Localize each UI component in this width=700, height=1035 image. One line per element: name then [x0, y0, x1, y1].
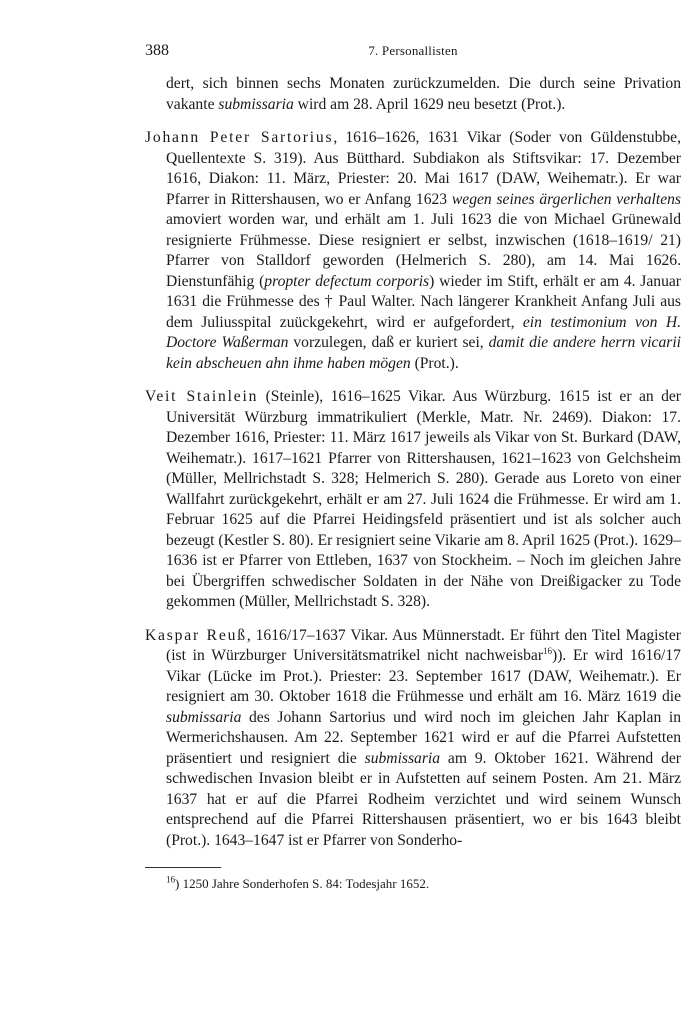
- text-run: , 1616–1626, 1631 Vikar (Soder von Güldenstubbe, Quellentexte S. 319). Aus Bütthard. Subdiakon als Stiftsvikar: 17. Dezember 1616, Diakon: 11. März, Priester: 20. Mai 1617 (DAW, Weihematr.). Er war Pfarrer in Rittershausen, wo er Anfang 1623: [166, 129, 681, 208]
- italic-quote: wegen seines ärgerlichen verhaltens: [451, 190, 681, 208]
- entry-reuss: [145, 626, 681, 852]
- text-run: ) wieder im Stift, erhält er am 4. Januar 1631 die Frühmesse des † Paul Walter. Nach längerer Krankheit Anfang Juli aus dem Juliusspital zuückgekehrt, wird er aufgefordert,: [166, 272, 681, 331]
- text-run: , 1616/17–1637 Vikar. Aus Münnerstadt. Er führt den Titel Magister (ist in Würzburger Universitätsmatrikel nicht nachweisbar: [166, 626, 682, 664]
- text-run: )). Er wird 1616/17 Vikar (Lücke im Prot.). Priester: 23. September 1617 (DAW, Weihematr.). Er resigniert am 30. Oktober 1618 die Frühmesse und erhält am 16. März 1619 die: [166, 647, 681, 705]
- italic-quote: damit die andere herrn vicarii kein abscheuen ahn ihme haben mögen: [166, 334, 681, 372]
- italic-term: submissaria: [218, 95, 294, 113]
- italic-quote: ein testimonium von H. Doctore Waßerman: [166, 313, 682, 351]
- person-name: Veit Stainlein: [145, 388, 259, 405]
- italic-term: submissaria: [364, 749, 441, 767]
- footnote: [166, 875, 681, 892]
- footnote-mark: 16: [166, 874, 175, 885]
- entry-sartorius: [145, 128, 681, 374]
- continued-paragraph: [145, 74, 681, 115]
- person-name: Johann Peter Sartorius: [145, 129, 334, 146]
- italic-term: submissaria: [166, 708, 242, 726]
- running-title: 7. Personallisten: [368, 43, 458, 58]
- text-run: (Steinle), 1616–1625 Vikar. Aus Würzburg. 1615 ist er an der Universität Würzburg immatrikuliert (Merkle, Matr. Nr. 2469). Diakon: 17. Dezember 1616, Priester: 11. März 1617 jeweils als Vikar von St. Burkard (DAW, Weihematr.). 1617–1621 Pfarrer von Rittershausen, 1621–1623 von Gelchsheim (Müller, Mellrichstadt S. 328; Helmerich S. 280). Gerade aus Loreto von einer Wallfahrt zurückgekehrt, erhält er am 27. Juli 1624 die Frühmesse. Er wird am 1. Februar 1625 auf die Pfarrei Heidingsfeld präsentiert und ist als solcher auch bezeugt (Kestler S. 80). Er resigniert seine Vikarie am 8. April 1625 (Prot.). 1629–1636 ist er Pfarrer von Ettleben, 1637 von Stockheim. – Noch im gleichen Jahre bei Übergriffen schwedischer Soldaten in der Nähe von Dreißigacker zu Tode gekommen (Müller, Mellrichstadt S. 328).: [166, 388, 681, 610]
- text-run: (Prot.).: [410, 354, 459, 372]
- italic-quote: propter defectum corporis: [264, 272, 430, 290]
- text-run: am 9. Oktober 1621. Während der schwedischen Invasion bleibt er in Aufstetten auf seinem Posten. Am 21. März 1637 hat er auf die Pfarrei Rodheim verzichtet und wird seinem Wunsch entsprechend auf die Pfarrei Rittershausen präsentiert, wo er bis 1643 bleibt (Prot.). 1643–1647 ist er Pfarrer von Sonderho-: [166, 749, 681, 849]
- footnote-text: ) 1250 Jahre Sonderhofen S. 84: Todesjahr 1652.: [175, 876, 430, 891]
- text-run: amoviert worden war, und erhält am 1. Juli 1623 die von Michael Grünewald resignierte Frühmesse. Diese resigniert er selbst, inzwischen (1618–1619/ 21) Pfarrer von Stalldorf geworden (Helmerich S. 280), am 14. Mai 1626. Dienstunfähig (: [166, 211, 681, 290]
- page-body: [145, 74, 681, 864]
- footnote-divider: [145, 867, 221, 868]
- person-name: Kaspar Reuß: [145, 626, 247, 644]
- footnote-reference[interactable]: 16: [543, 645, 553, 656]
- text-run: wird am 28. April 1629 neu besetzt (Prot.).: [293, 95, 566, 113]
- page-header: [145, 42, 681, 64]
- text-run: dert, sich binnen sechs Monaten zurückzumelden. Die durch seine Privation vakante: [166, 75, 681, 113]
- entry-stainlein: [145, 387, 681, 613]
- text-run: des Johann Sartorius und wird noch im gleichen Jahr Kaplan in Wermerichshausen. Am 22. September 1621 wird er auf die Pfarrei Aufstetten präsentiert und resigniert die: [166, 708, 681, 767]
- text-run: vorzulegen, daß er kuriert sei,: [288, 334, 489, 351]
- page-number: 388: [145, 42, 169, 59]
